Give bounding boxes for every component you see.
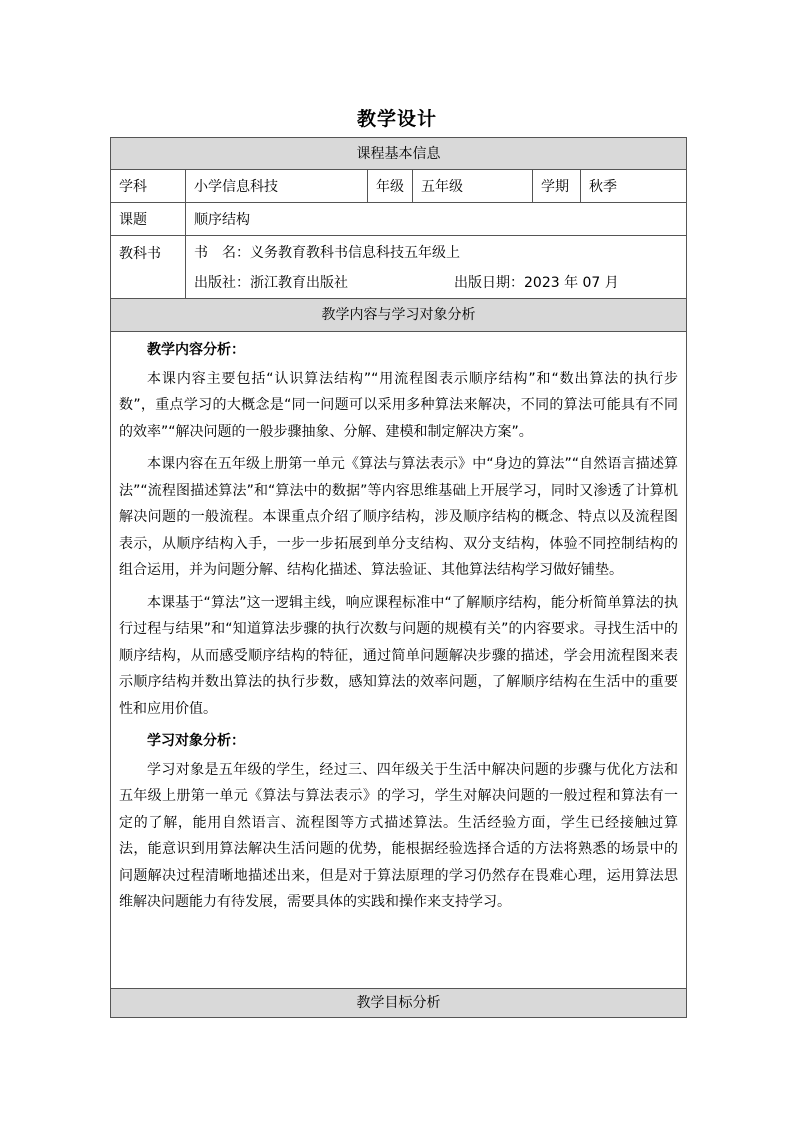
topic-value: 顺序结构 [194,212,250,228]
grade-value: 五年级 [413,170,533,202]
section-title: 教学内容与学习对象分析 [321,307,476,323]
topic-label: 课题 [111,203,186,235]
lesson-plan-table [110,137,687,1018]
publisher: 出版社：浙江教育出版社 [194,275,348,291]
publish-date: 出版日期：2023 年 07 月 [454,275,619,291]
textbook-label [111,236,186,298]
content-paragraph-3: 本课基于“算法”这一逻辑主线，响应课程标准中“了解顺序结构，能分析简单算法的执行过程与结果”和“知道算法步骤的执行次数与问题的规模有关”的内容要求。寻找生活中的顺序结构，从而感受顺序结构的特征，通过简单问题解决步骤的描述，学会用流程图来表示顺序结构并数出算法的执行步数，感知算法的效率问题，了解顺序结构在生活中的重要性和应用价值。 [119,594,678,717]
content-paragraph-2: 本课内容在五年级上册第一单元《算法与算法表示》中“身边的算法”“自然语言描述算法”“流程图描述算法”和“算法中的数据”等内容思维基础上开展学习，同时又渗透了计算机解决问题的一般流程。本课重点介绍了顺序结构，涉及顺序结构的概念、特点以及流程图表示，从顺序结构入手，一步一步拓展到单分支结构、双分支结构，体验不同控制结构的组合运用，并为问题分解、结构化描述、算法验证、其他算法结构学习做好铺垫。 [119,456,678,578]
learner-analysis-heading: 学习对象分析： [147,733,245,749]
textbook-label-text: 教科书 [119,246,161,262]
term-label: 学期 [533,170,581,202]
content-analysis-heading: 教学内容分析： [147,342,245,358]
textbook-details [186,236,686,298]
learner-paragraph: 学习对象是五年级的学生，经过三、四年级关于生活中解决问题的步骤与优化方法和五年级上册第一单元《算法与算法表示》的学习，学生对解决问题的一般过程和算法有一定的了解，能用自然语言、流程图等方式描述算法。生活经验方面，学生已经接触过算法，能意识到用算法解决生活问题的优势，能根据经验选择合适的方法将熟悉的场景中的问题解决过程清晰地描述出来，但是对于算法原理的学习仍然存在畏难心理，运用算法思维解决问题能力有待发展，需要具体的实践和操作来支持学习。 [119,761,678,910]
document-title: 教学设计 [356,108,437,130]
analysis-body [111,333,686,916]
book-name: 书 名：义务教育教科书信息科技五年级上 [194,245,460,261]
section-title: 教学目标分析 [356,995,441,1011]
section-title: 课程基本信息 [356,146,441,162]
info-row-subject [111,170,686,203]
section-header-content-analysis [111,299,686,332]
publish-info [194,272,686,294]
section-header-goal-analysis [111,988,686,1017]
info-row-topic [111,203,686,236]
section-header-basic-info [111,138,686,170]
subject-value: 小学信息科技 [186,170,368,202]
term-value: 秋季 [589,179,617,195]
info-row-textbook [111,236,686,299]
subject-label: 学科 [111,170,186,202]
grade-label: 年级 [368,170,413,202]
content-paragraph-1: 本课内容主要包括“认识算法结构”“用流程图表示顺序结构”和“数出算法的执行步数”，重点学习的大概念是“同一问题可以采用多种算法来解决，不同的算法可能具有不同的效率”“解决问题的一般步骤抽象、分解、建模和制定解决方案”。 [119,370,678,440]
